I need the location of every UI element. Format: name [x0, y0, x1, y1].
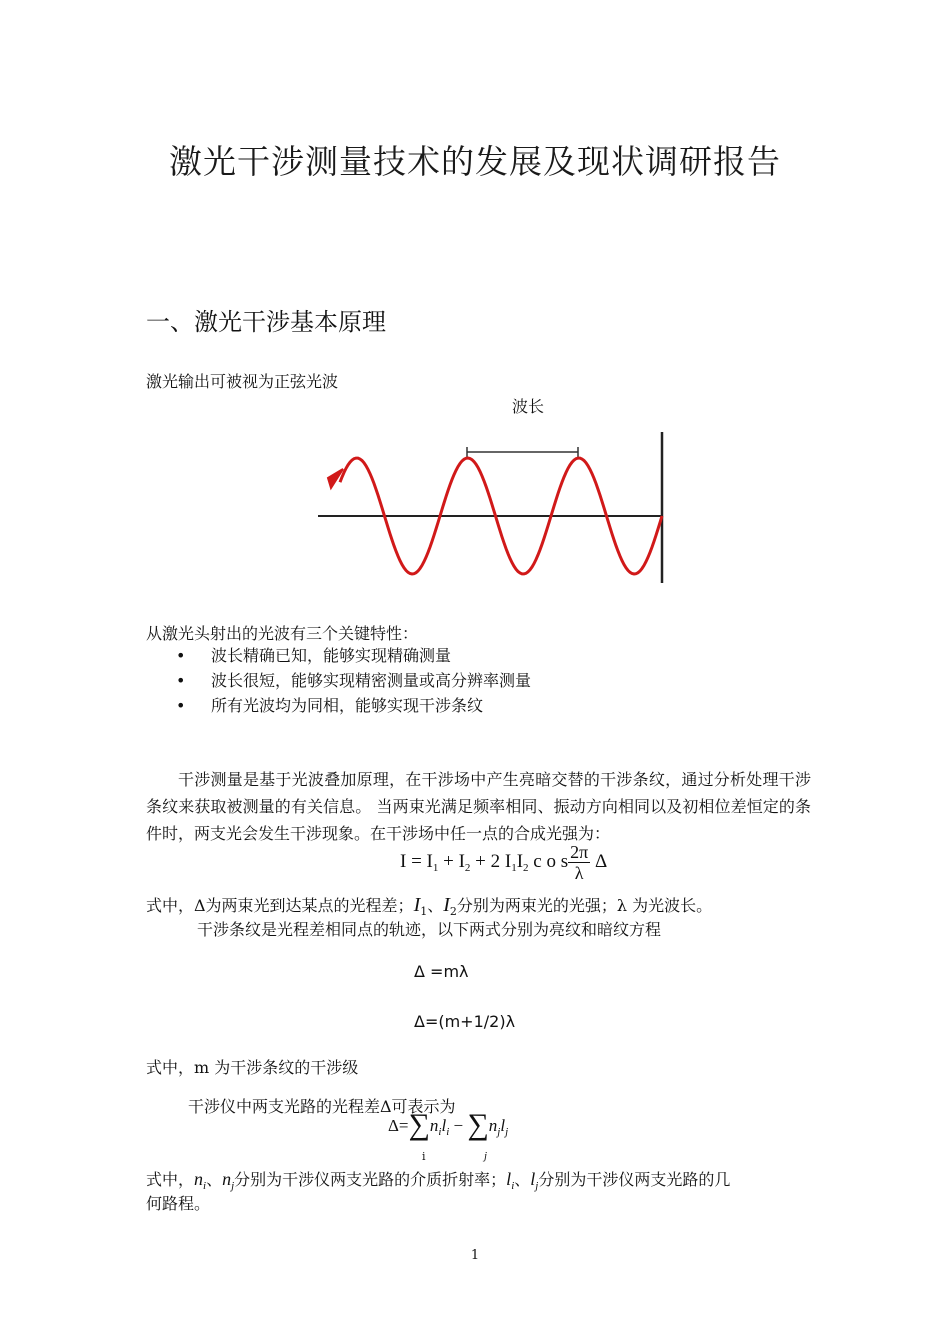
bullet-icon: •	[176, 696, 186, 715]
bright-fringe-equation: Δ =mλ	[414, 962, 469, 981]
properties-list	[176, 643, 531, 718]
dark-fringe-equation: Δ=(m+1/2)λ	[414, 1012, 516, 1031]
path-difference-text: 干涉仪中两支光路的光程差Δ可表示为	[188, 1097, 456, 1116]
intensity-formula: $I = I_1 + I_2 + 2$ $I_1I_2$ c o s $\frac{2\pi}{\lambda}$ Δ	[400, 842, 608, 883]
list-item: • 波长很短，能够实现精密测量或高分辨率测量	[176, 668, 531, 693]
formula2-note-continued: 何路程。	[146, 1194, 211, 1213]
intro-text: 激光输出可被视为正弦光波	[146, 372, 339, 391]
bullet-icon: •	[176, 671, 186, 690]
document-title: 激光干涉测量技术的发展及现状调研报告	[169, 142, 781, 181]
list-item: • 所有光波均为同相，能够实现干涉条纹	[176, 693, 531, 718]
formula1-note: 式中，Δ为两束光到达某点的光程差；$I_1$、$I_2$分别为两束光的光强；λ 为光波长。	[146, 894, 713, 918]
list-item: • 波长精确已知，能够实现精确测量	[176, 643, 531, 668]
sum-index-i: i	[422, 1150, 426, 1163]
paragraph-interference: 干涉测量是基于光波叠加原理，在干涉场中产生亮暗交替的干涉条纹，通过分析处理干涉条纹来获取被测量的有关信息。 当两束光满足频率相同、振动方向相同以及初相位差恒定的条件时，两支光会发生干涉现象。在干涉场中任一点的合成光强为：	[146, 770, 811, 843]
path-difference-formula: $\Delta=\sum n_il_i - \sum n_jl_j$	[388, 1108, 509, 1141]
fringe-text: 干涉条纹是光程差相同点的轨迹，以下两式分别为亮纹和暗纹方程	[197, 920, 662, 939]
order-note: 式中，m 为干涉条纹的干涉级	[146, 1058, 359, 1077]
formula2-note: 式中，$n_i$、$n_j$分别为干涉仪两支光路的介质折射率；$l_i$、$l_j$分别为干涉仪两支光路的几	[146, 1169, 731, 1192]
section-heading: 一、激光干涉基本原理	[146, 308, 386, 336]
properties-intro: 从激光头射出的光波有三个关键特性：	[146, 624, 419, 643]
bullet-icon: •	[176, 646, 186, 665]
wavelength-label: 波长	[512, 397, 545, 416]
page-number: 1	[470, 1248, 480, 1263]
sum-index-j: j	[484, 1150, 488, 1162]
